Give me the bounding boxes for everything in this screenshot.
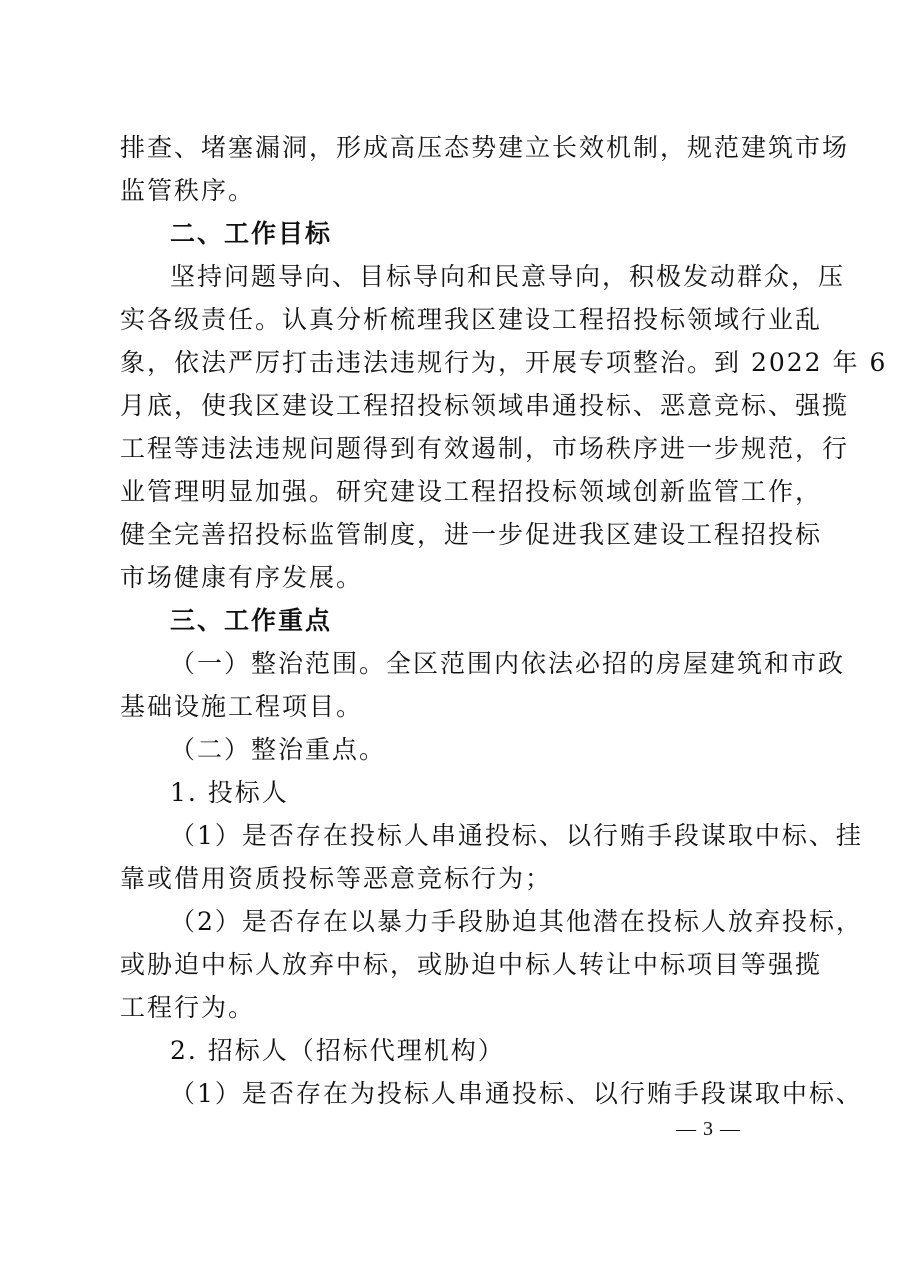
item-heading: 2. 招标人（招标代理机构） (170, 1036, 505, 1065)
subsection-heading: （二）整治重点。 (170, 735, 387, 764)
body-line: 基础设施工程项目。 (120, 692, 364, 721)
body-line: 靠或借用资质投标等恶意竞标行为； (120, 864, 553, 893)
body-line: 监管秩序。 (120, 176, 256, 205)
body-line: （1）是否存在为投标人串通投标、以行贿手段谋取中标、 (170, 1079, 863, 1108)
body-line: 象，依法严厉打击违法违规行为，开展专项整治。到 2022 年 6 (120, 348, 888, 377)
body-line: 工程等违法违规问题得到有效遏制，市场秩序进一步规范，行 (120, 434, 850, 463)
body-line: 业管理明显加强。研究建设工程招投标领域创新监管工作， (120, 477, 823, 506)
section-heading: 三、工作重点 (170, 606, 333, 635)
body-line: 市场健康有序发展。 (120, 563, 364, 592)
body-line: （1）是否存在投标人串通投标、以行贿手段谋取中标、挂 (170, 821, 863, 850)
body-line: 或胁迫中标人放弃中标，或胁迫中标人转让中标项目等强揽 (120, 950, 823, 979)
body-line: 健全完善招投标监管制度，进一步促进我区建设工程招投标 (120, 520, 823, 549)
body-line: 工程行为。 (120, 993, 256, 1022)
page-number: — 3 — (676, 1118, 741, 1140)
body-line: （2）是否存在以暴力手段胁迫其他潜在投标人放弃投标， (170, 907, 863, 936)
item-heading: 1. 投标人 (170, 778, 289, 807)
section-heading: 二、工作目标 (170, 219, 333, 248)
body-line: 坚持问题导向、目标导向和民意导向，积极发动群众，压 (170, 262, 846, 291)
body-line: 排查、堵塞漏洞，形成高压态势建立长效机制，规范建筑市场 (120, 133, 850, 162)
subsection-line: （一）整治范围。全区范围内依法必招的房屋建筑和市政 (170, 649, 846, 678)
body-line: 实各级责任。认真分析梳理我区建设工程招投标领域行业乱 (120, 305, 823, 334)
body-line: 月底，使我区建设工程招投标领域串通投标、恶意竞标、强揽 (120, 391, 850, 420)
